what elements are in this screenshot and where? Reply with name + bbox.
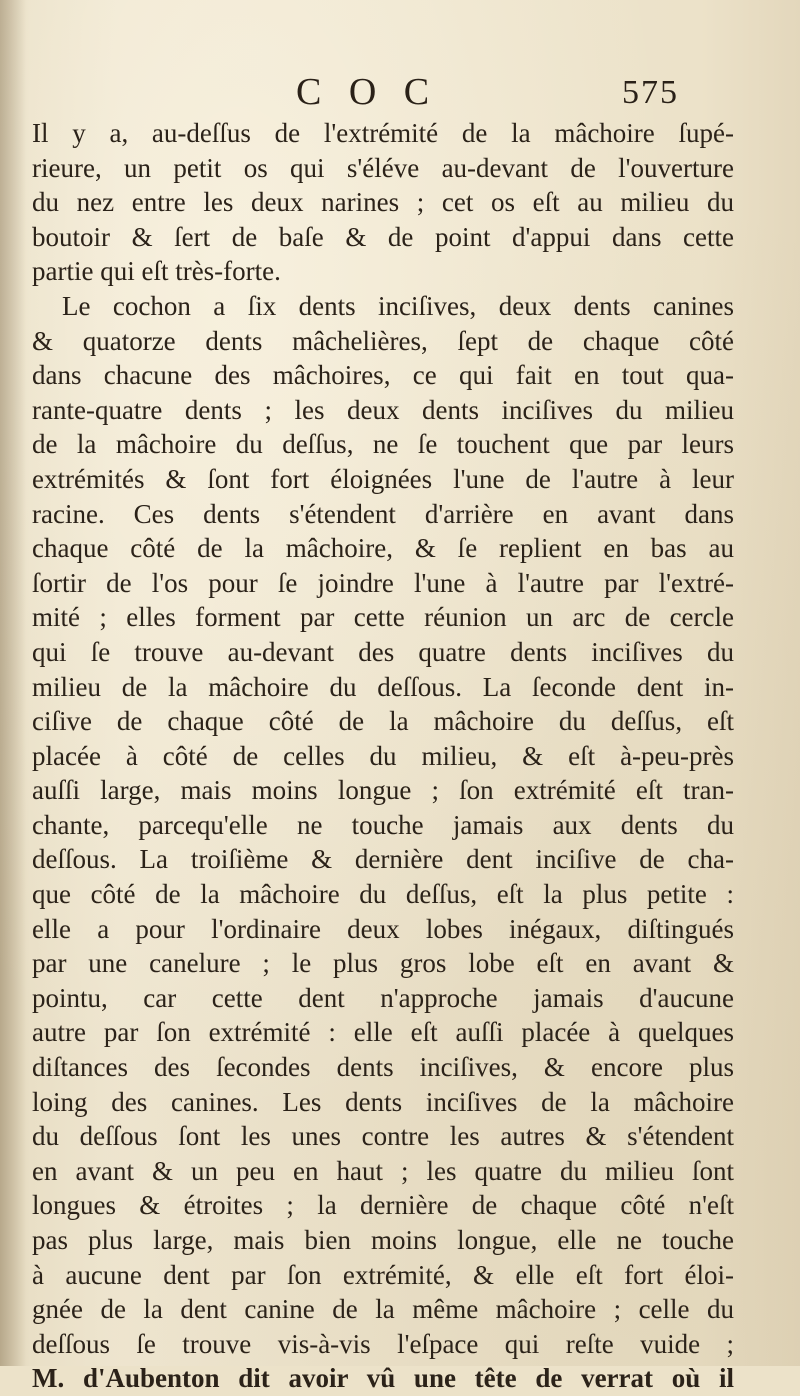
text-line: du nez entre les deux narines ; cet os eſt au milieu du: [32, 187, 734, 218]
text-line: longues & étroites ; la dernière de chaque côté n'eſt: [32, 1190, 734, 1221]
text-line: deſſous. La troiſième & dernière dent inciſive de cha-: [32, 844, 734, 875]
text-line: rieure, un petit os qui s'éléve au-devant de l'ouverture: [32, 152, 734, 183]
text-line: placée à côté de celles du milieu, & eſt à-peu-près: [32, 740, 734, 771]
text-line: elle a pour l'ordinaire deux lobes inégaux, diſtingués: [32, 913, 734, 944]
body-text: [32, 116, 734, 1396]
text-line: deſſous ſe trouve vis-à-vis l'eſpace qui reſte vuide ;: [32, 1328, 734, 1359]
text-line: par une canelure ; le plus gros lobe eſt en avant &: [32, 948, 734, 979]
text-line: de la mâchoire du deſſus, ne ſe touchent que par leurs: [32, 429, 734, 460]
text-line: autre par ſon extrémité : elle eſt auſſi placée à quelques: [32, 1017, 734, 1048]
text-line: auſſi large, mais moins longue ; ſon extrémité eſt tran-: [32, 775, 734, 806]
text-line: mité ; elles forment par cette réunion un arc de cercle: [32, 602, 734, 633]
text-line: Le cochon a ſix dents inciſives, deux dents canines: [62, 290, 734, 321]
running-head: C O C: [296, 71, 439, 113]
text-line: que côté de la mâchoire du deſſus, eſt la plus petite :: [32, 879, 734, 910]
text-line: qui ſe trouve au-devant des quatre dents inciſives du: [32, 636, 734, 667]
page-gutter-shadow: [0, 0, 26, 1366]
text-line: pas plus large, mais bien moins longue, elle ne touche: [32, 1225, 734, 1255]
text-line: milieu de la mâchoire du deſſous. La ſeconde dent in-: [32, 671, 734, 702]
text-line: loing des canines. Les dents inciſives de la mâchoire: [32, 1086, 734, 1117]
text-line: boutoir & ſert de baſe & de point d'appui dans cette: [32, 221, 734, 252]
text-line: gnée de la dent canine de la même mâchoire ; celle du: [32, 1294, 734, 1325]
text-line: en avant & un peu en haut ; les quatre du milieu ſont: [32, 1155, 734, 1186]
text-line: partie qui eſt très-forte.: [32, 256, 281, 287]
text-line: diſtances des ſecondes dents inciſives, & encore plus: [32, 1052, 734, 1083]
text-line: & quatorze dents mâchelières, ſept de chaque côté: [32, 325, 734, 356]
text-line: rante-quatre dents ; les deux dents inciſives du milieu: [32, 394, 734, 425]
text-line: du deſſous ſont les unes contre les autres & s'étendent: [32, 1121, 734, 1152]
text-line: Il y a, au-deſſus de l'extrémité de la mâchoire ſupé-: [32, 118, 734, 148]
text-line: chaque côté de la mâchoire, & ſe replient en bas au: [32, 533, 734, 564]
text-line: dans chacune des mâchoires, ce qui fait en tout qua-: [32, 360, 734, 391]
text-line: ciſive de chaque côté de la mâchoire du deſſus, eſt: [32, 706, 734, 737]
text-line: pointu, car cette dent n'approche jamais d'aucune: [32, 982, 734, 1013]
text-line: à aucune dent par ſon extrémité, & elle eſt fort éloi-: [32, 1259, 734, 1290]
text-line: ſortir de l'os pour ſe joindre l'une à l'autre par l'extré-: [32, 567, 734, 598]
page-number: 575: [622, 74, 679, 111]
text-line: extrémités & ſont fort éloignées l'une de l'autre à leur: [32, 463, 734, 494]
text-line: chante, parcequ'elle ne touche jamais aux dents du: [32, 809, 734, 840]
text-line: M. d'Aubenton dit avoir vû une tête de verrat où il: [32, 1363, 734, 1394]
page-header: [0, 66, 800, 116]
text-line: racine. Ces dents s'étendent d'arrière en avant dans: [32, 498, 734, 529]
